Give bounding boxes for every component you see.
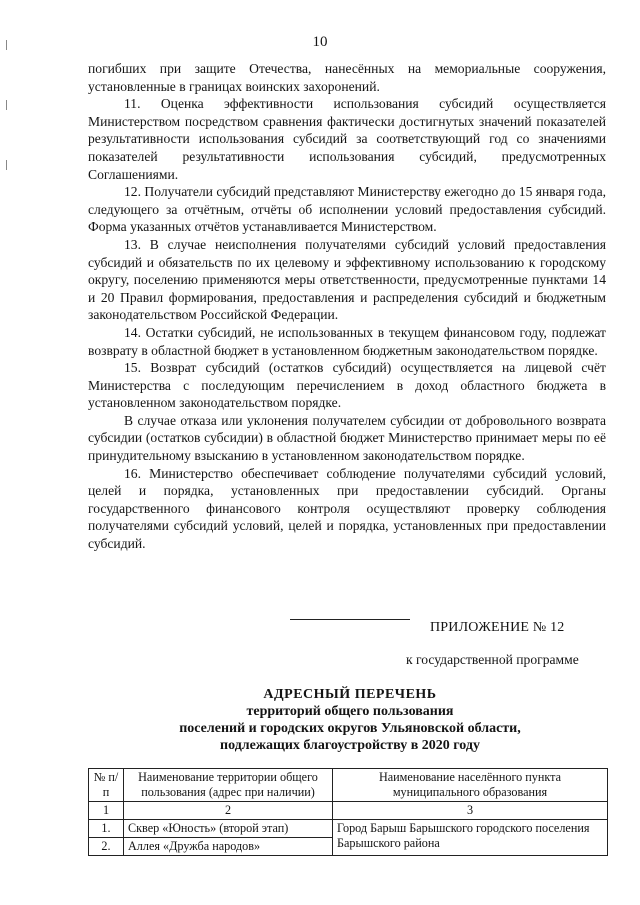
address-list-table <box>88 768 608 856</box>
list-heading-title: АДРЕСНЫЙ ПЕРЕЧЕНЬ <box>263 687 437 702</box>
paragraph-13: 13. В случае неисполнения получателями субсидий условий предоставления субсидий и обязательств по их целевому и эффективному использованию к городскому округу, поселению применяются меры ответственности, предусмотренные пунктами 14 и 20 Правил формирования, предоставления и распределения субсидий и бюджетным законодательством Российской Федерации. <box>88 236 606 323</box>
paragraph-continuation: погибших при защите Отечества, нанесённых на мемориальные сооружения, установленные в границах воинских захоронений. <box>88 61 606 94</box>
list-heading-line4: подлежащих благоустройству в 2020 году <box>220 738 480 753</box>
list-heading-line2: территорий общего пользования <box>246 704 454 719</box>
paragraph-14: 14. Остатки субсидий, не использованных в текущем финансовом году, подлежат возврату в областной бюджет в установленном бюджетным законодательством порядке. <box>88 324 606 358</box>
row-territory: Сквер «Юность» (второй этап) <box>124 820 333 838</box>
row-settlement: Город Барыш Барышского городского поселения Барышского района <box>333 820 608 856</box>
row-number: 2. <box>89 838 124 856</box>
paragraph-12: 12. Получатели субсидий представляют Министерству ежегодно до 15 января года, следующего за отчётным, отчёты об исполнении условий предоставления субсидий. Форма указанных отчётов устанавливается Министерством. <box>88 184 607 235</box>
paragraph-16: 16. Министерство обеспечивает соблюдение получателями субсидий условий, целей и порядка, установленных при предоставлении субсидий. Органы государственного финансового контроля осуществляют проверку соблюдения получателями субсидий условий, целей и порядка, установленных при предоставлении субсидий. <box>88 465 606 552</box>
header-number: № п/п <box>89 769 124 802</box>
table-column-number-row <box>89 802 608 820</box>
scan-edge-marks <box>6 40 10 240</box>
header-territory: Наименование территории общего пользования (адрес при наличии) <box>124 769 333 802</box>
separator-line <box>290 619 410 620</box>
page-number: 10 <box>312 34 328 50</box>
row-number: 1. <box>89 820 124 838</box>
paragraph-11: 11. Оценка эффективности использования субсидий осуществляется Министерством посредством сравнения фактически достигнутых значений показателей результативности использования субсидий за соответствующий год со значениями показателей результативности использования субсидий, предусмотренных Соглашениями. <box>88 96 606 182</box>
appendix-subtitle: к государственной программе <box>406 652 579 667</box>
header-settlement: Наименование населённого пункта муниципального образования <box>333 769 608 802</box>
list-heading <box>100 686 600 754</box>
row-territory: Аллея «Дружба народов» <box>124 838 333 856</box>
paragraph-15: 15. Возврат субсидий (остатков субсидий) осуществляется на лицевой счёт Министерства с последующим перечислением в доход областного бюджета в установленном законодательством порядке. <box>88 360 606 411</box>
appendix-title: ПРИЛОЖЕНИЕ № 12 <box>430 620 565 635</box>
column-number: 3 <box>333 802 608 820</box>
paragraph-15-refusal: В случае отказа или уклонения получателем субсидии от добровольного возврата субсидии (остатков субсидии) в областной бюджет Министерство принимает меры по её принудительному взысканию в установленном законодательством порядке. <box>88 412 606 464</box>
body-text <box>88 60 606 553</box>
table-header-row <box>89 769 608 802</box>
list-heading-line3: поселений и городских округов Ульяновской области, <box>179 721 521 736</box>
column-number: 2 <box>124 802 333 820</box>
table-row <box>89 820 608 838</box>
column-number: 1 <box>89 802 124 820</box>
